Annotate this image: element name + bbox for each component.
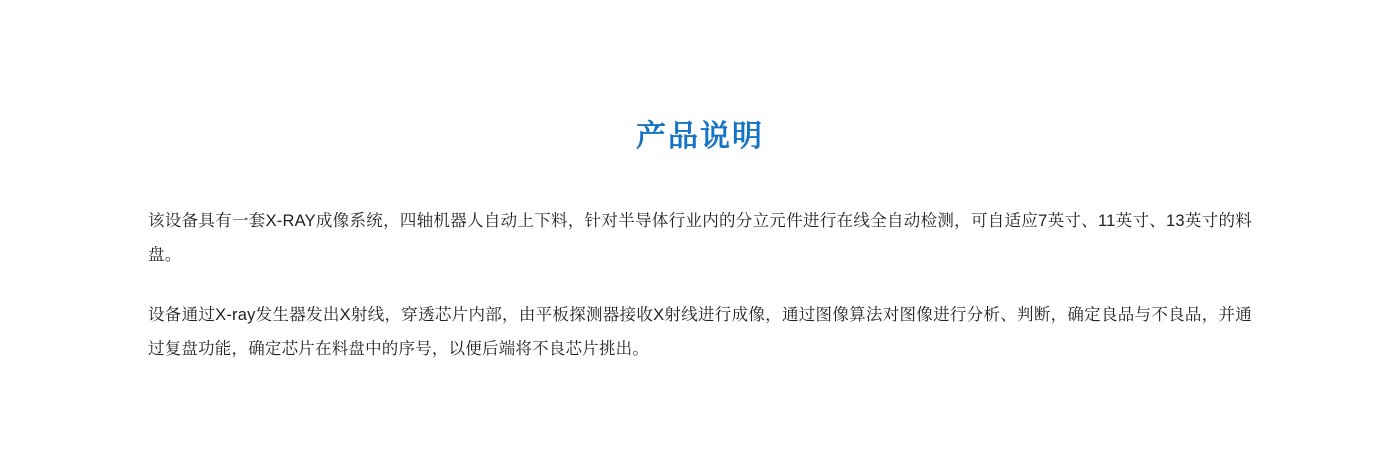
paragraph-2: 设备通过X-ray发生器发出X射线，穿透芯片内部，由平板探测器接收X射线进行成像，通过图像算法对图像进行分析、判断，确定良品与不良品，并通过复盘功能，确定芯片在料盘中的序号，以便后端将不良芯片挑出。: [148, 306, 1252, 358]
paragraph-1: 该设备具有一套X-RAY成像系统，四轴机器人自动上下料，针对半导体行业内的分立元件进行在线全自动检测，可自适应7英寸、11英寸、13英寸的料盘。: [148, 212, 1252, 264]
body-copy: [148, 152, 1252, 366]
content-column: [148, 0, 1252, 366]
page-title: 产品说明: [636, 120, 764, 153]
